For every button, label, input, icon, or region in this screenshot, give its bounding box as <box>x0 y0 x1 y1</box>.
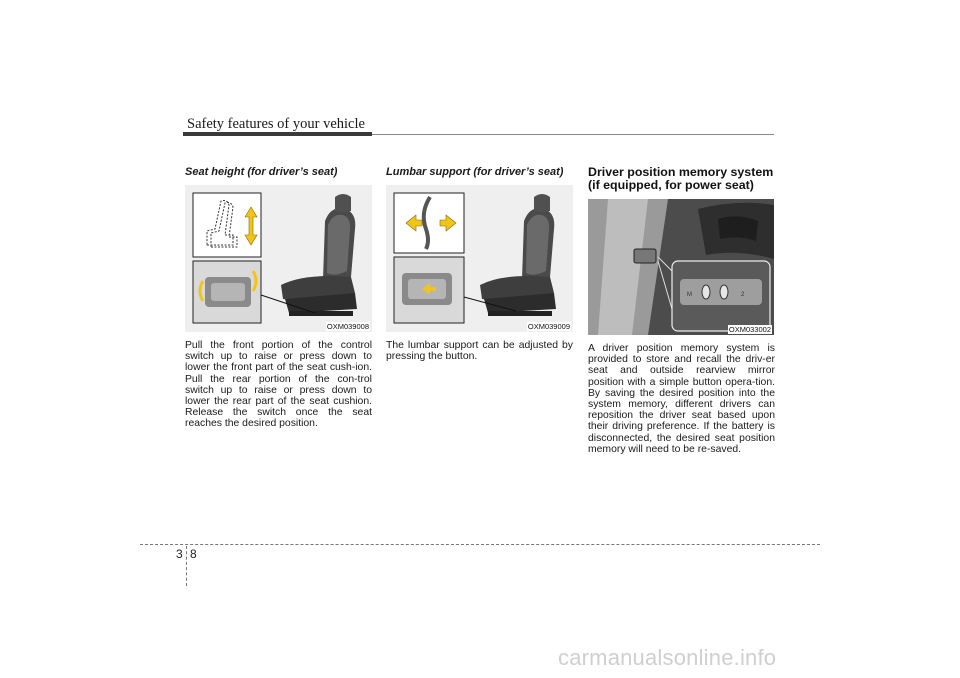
seat-height-figure <box>185 185 372 332</box>
footer-dashed-rule <box>140 544 820 545</box>
chapter-number: 3 <box>176 547 183 561</box>
section-driver-memory <box>588 164 775 455</box>
header-title: Safety features of your vehicle <box>187 116 365 132</box>
watermark-text: carmanualsonline.info <box>558 645 777 670</box>
header-rule-light <box>372 134 774 135</box>
header-rule-dark <box>183 132 372 136</box>
section-title: Seat height (for driver’s seat) <box>185 166 338 178</box>
svg-text:2: 2 <box>741 292 745 298</box>
page-number: 8 <box>190 547 197 561</box>
memory-system-figure <box>588 199 774 335</box>
section-seat-height <box>185 164 372 430</box>
memory-system-illustration <box>588 199 774 335</box>
section-body: The lumbar support can be adjusted by pressing the button. <box>386 340 573 363</box>
section-title: Driver position memory system (if equipped, for power seat) <box>588 165 774 192</box>
section-body: Pull the front portion of the control switch up to raise or press down to lower the front part of the seat cush-ion. Pull the rear portion of the con-trol switch up to raise or press down to lower the rear part of the seat cushion. Release the switch once the seat reaches the desired position. <box>185 340 372 430</box>
lumbar-support-figure <box>386 185 573 332</box>
seat-height-illustration <box>185 185 372 332</box>
figure-code: OXM039008 <box>326 322 369 331</box>
figure-code: OXM033002 <box>728 325 771 334</box>
svg-text:M: M <box>687 292 692 298</box>
footer-dashed-divider <box>186 546 187 586</box>
lumbar-support-illustration <box>386 185 573 332</box>
section-lumbar-support <box>386 164 573 362</box>
figure-code: OXM039009 <box>527 322 570 331</box>
section-title: Lumbar support (for driver’s seat) <box>386 166 564 178</box>
section-body: A driver position memory system is provided to store and recall the driv-er seat and outside rearview mirror position with a simple button opera-tion. By saving the desired position into the system memory, different drivers can reposition the driver seat based upon their driving preference. If the battery is disconnected, the desired seat position memory will need to be re-saved. <box>588 343 775 455</box>
